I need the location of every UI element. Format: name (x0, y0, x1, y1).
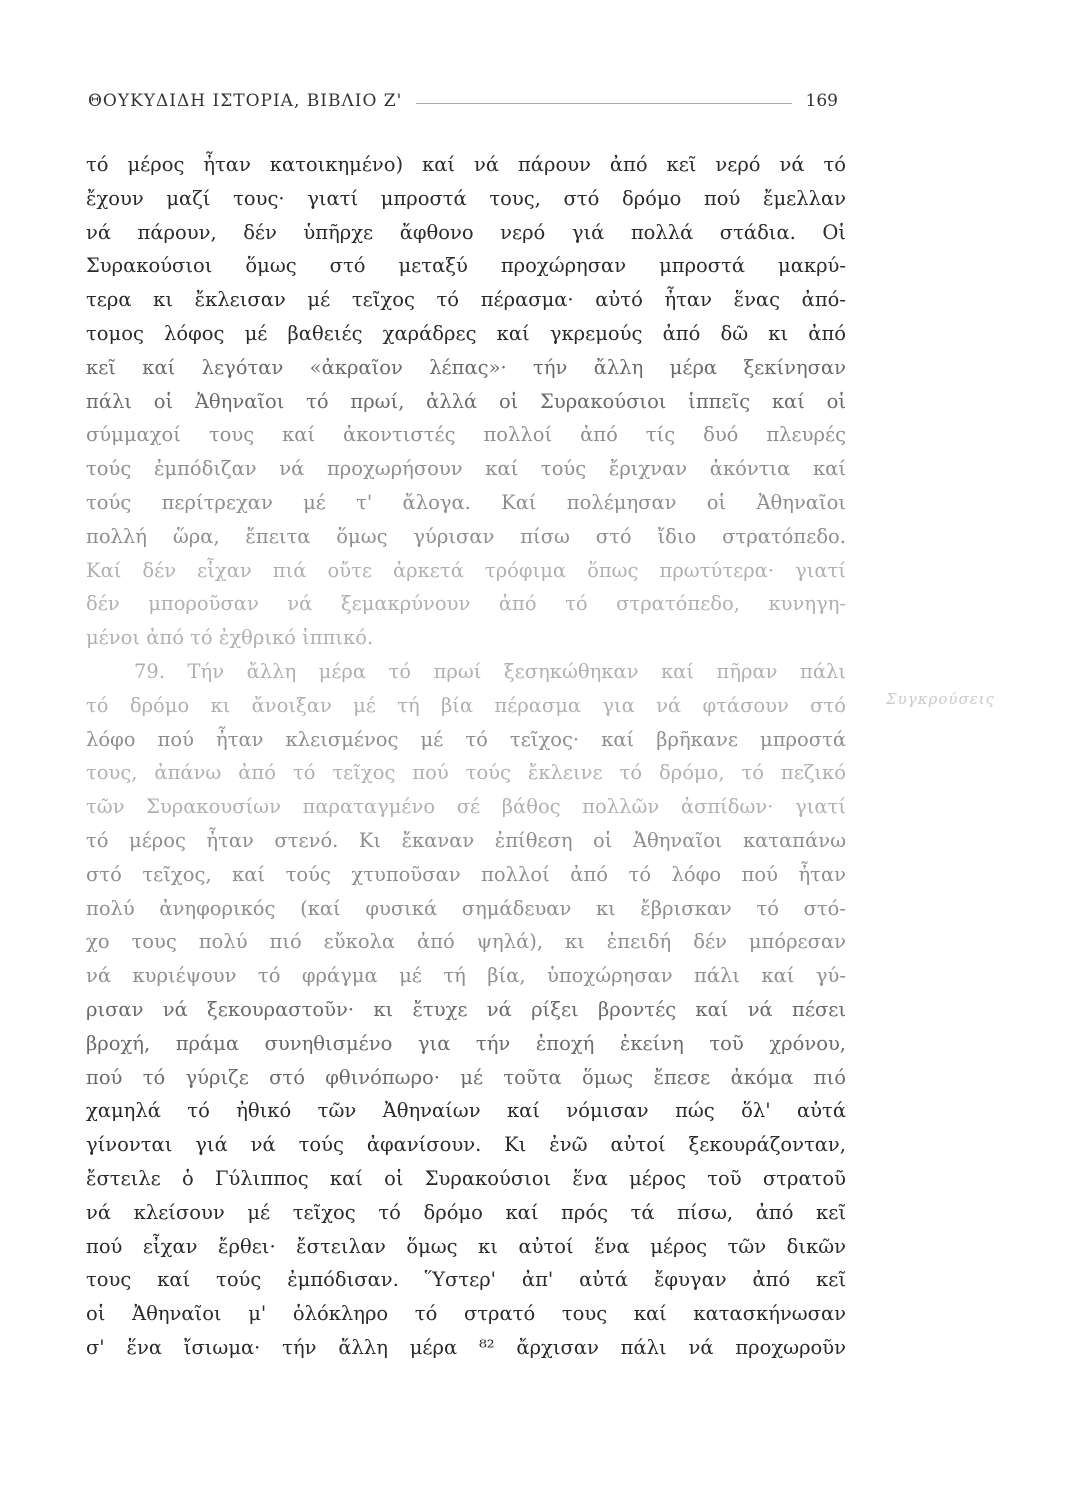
text-line: πάλι οἱ Ἀθηναῖοι τό πρωί, ἀλλά οἱ Συρακούσιοι ἱππεῖς καί οἱ (86, 389, 846, 413)
text-line: πολύ ἀνηφορικός (καί φυσικά σημάδευαν κι ἔβρισκαν τό στό- (86, 896, 846, 920)
text-line: οἱ Ἀθηναῖοι μ' ὁλόκληρο τό στρατό τους καί κατασκήνωσαν (86, 1302, 846, 1326)
text-line: τό δρόμο κι ἄνοιξαν μέ τή βία πέρασμα για νά φτάσουν στό (86, 693, 846, 717)
text-line: στό τεῖχος, καί τούς χτυποῦσαν πολλοί ἀπό τό λόφο πού ἦταν (86, 862, 846, 886)
text-line: τούς ἐμπόδιζαν νά προχωρήσουν καί τούς ἔριχναν ἀκόντια καί (86, 457, 846, 481)
text-line: τους καί τούς ἐμπόδισαν. Ὕστερ' ἀπ' αὐτά ἔφυγαν ἀπό κεῖ (86, 1268, 846, 1292)
text-line: χο τους πολύ πιό εὔκολα ἀπό ψηλά), κι ἐπειδή δέν μπόρεσαν (86, 930, 846, 954)
text-line: βροχή, πράμα συνηθισμένο για τήν ἐποχή ἐκείνη τοῦ χρόνου, (86, 1031, 846, 1055)
text-line: πολλή ὥρα, ἔπειτα ὅμως γύρισαν πίσω στό ἴδιο στρατόπεδο. (86, 524, 846, 548)
text-line: λόφο πού ἦταν κλεισμένος μέ τό τεῖχος· καί βρῆκανε μπροστά (86, 727, 846, 751)
margin-note: Συγκρούσεις (886, 690, 996, 708)
running-head-title: ΘΟΥΚΥΔΙΔΗ ΙΣΤΟΡΙΑ, ΒΙΒΛΙΟ Ζ' (88, 91, 403, 111)
text-line: Καί δέν εἶχαν πιά οὔτε ἀρκετά τρόφιμα ὅπως πρωτύτερα· γιατί (86, 558, 846, 582)
text-line: χαμηλά τό ἠθικό τῶν Ἀθηναίων καί νόμισαν πώς ὅλ' αὐτά (86, 1099, 846, 1123)
text-line: τούς περίτρεχαν μέ τ' ἄλογα. Καί πολέμησαν οἱ Ἀθηναῖοι (86, 490, 846, 514)
text-line: κεῖ καί λεγόταν «ἀκραῖον λέπας»· τήν ἄλλη μέρα ξεκίνησαν (86, 355, 846, 379)
text-line: πού εἶχαν ἔρθει· ἔστειλαν ὅμως κι αὐτοί ἕνα μέρος τῶν δικῶν (86, 1234, 846, 1258)
text-line: νά κλείσουν μέ τεῖχος τό δρόμο καί πρός τά πίσω, ἀπό κεῖ (86, 1200, 846, 1224)
text-line: νά κυριέψουν τό φράγμα μέ τή βία, ὑποχώρησαν πάλι καί γύ- (86, 964, 846, 988)
text-line: ρισαν νά ξεκουραστοῦν· κι ἔτυχε νά ρίξει βροντές καί νά πέσει (86, 997, 846, 1021)
text-line: τῶν Συρακουσίων παραταγμένο σέ βάθος πολλῶν ἀσπίδων· γιατί (86, 795, 846, 819)
text-line: Συρακούσιοι ὅμως στό μεταξύ προχώρησαν μπροστά μακρύ- (86, 254, 846, 278)
text-line: τομος λόφος μέ βαθειές χαράδρες καί γκρεμούς ἀπό δῶ κι ἀπό (86, 321, 846, 345)
text-line: πού τό γύριζε στό φθινόπωρο· μέ τοῦτα ὅμως ἔπεσε ἀκόμα πιό (86, 1065, 846, 1089)
running-header (88, 86, 838, 116)
paragraph-start-line: 79. Τήν ἄλλη μέρα τό πρωί ξεσηκώθηκαν καί πῆραν πάλι (134, 659, 846, 683)
header-rule (416, 103, 791, 104)
text-line: μένοι ἀπό τό ἐχθρικό ἱππικό. (86, 626, 374, 650)
text-line: νά πάρουν, δέν ὑπῆρχε ἄφθονο νερό γιά πολλά στάδια. Οἱ (86, 220, 846, 244)
text-line: σύμμαχοί τους καί ἀκοντιστές πολλοί ἀπό τίς δυό πλευρές (86, 423, 846, 447)
text-line: δέν μποροῦσαν νά ξεμακρύνουν ἀπό τό στρατόπεδο, κυνηγη- (86, 592, 846, 616)
text-line: ἔχουν μαζί τους· γιατί μπροστά τους, στό δρόμο πού ἔμελλαν (86, 186, 846, 210)
text-line: τό μέρος ἦταν στενό. Κι ἔκαναν ἐπίθεση οἱ Ἀθηναῖοι καταπάνω (86, 828, 846, 852)
text-line: τό μέρος ἦταν κατοικημένο) καί νά πάρουν ἀπό κεῖ νερό νά τό (86, 153, 846, 176)
text-line: ἔστειλε ὁ Γύλιππος καί οἱ Συρακούσιοι ἕνα μέρος τοῦ στρατοῦ (86, 1166, 846, 1190)
page-number: 169 (805, 91, 838, 111)
body-text (86, 148, 846, 1365)
text-line: σ' ἕνα ἴσιωμα· τήν ἄλλη μέρα ⁸² ἄρχισαν πάλι νά προχωροῦν (86, 1335, 846, 1359)
text-line: τους, ἀπάνω ἀπό τό τεῖχος πού τούς ἔκλεινε τό δρόμο, τό πεζικό (86, 761, 846, 785)
text-line: τερα κι ἔκλεισαν μέ τεῖχος τό πέρασμα· αὐτό ἦταν ἕνας ἀπό- (86, 288, 846, 312)
text-line: γίνονται γιά νά τούς ἀφανίσουν. Κι ἐνῶ αὐτοί ξεκουράζονταν, (86, 1133, 846, 1157)
